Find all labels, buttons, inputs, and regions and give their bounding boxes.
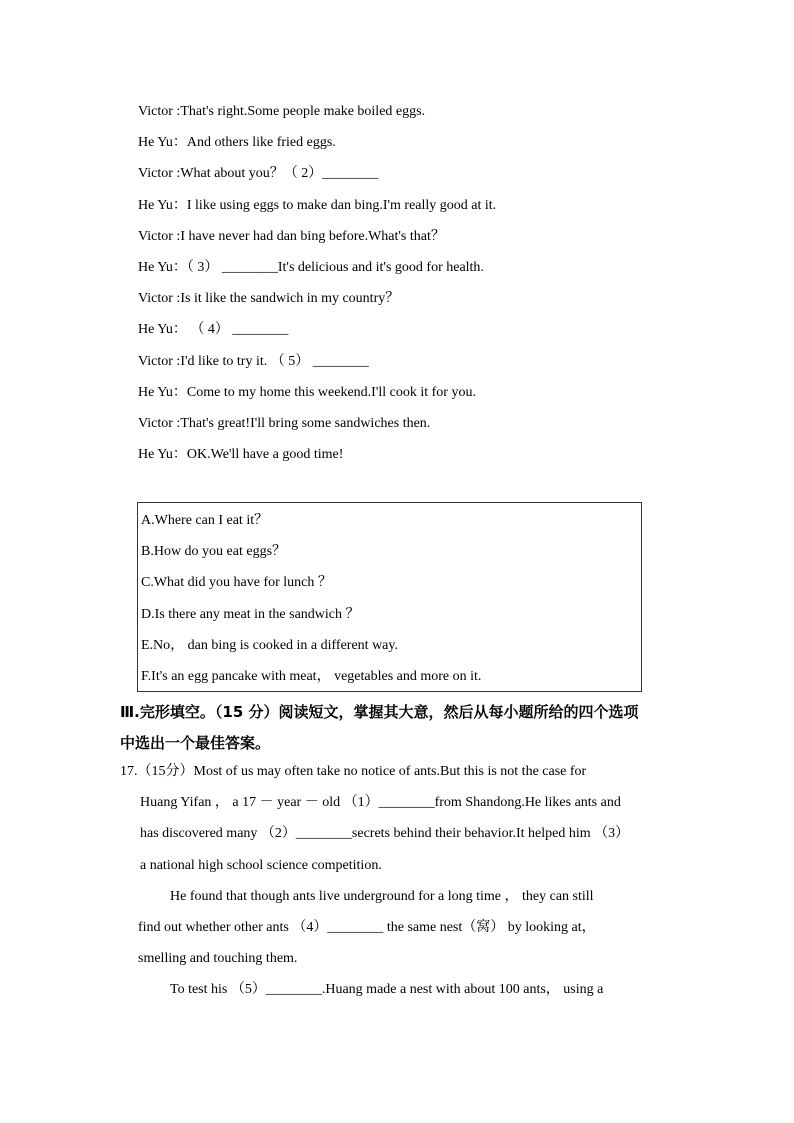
passage-line: has discovered many （2）________secrets behind their behavior.It helped him （3） [140, 826, 630, 842]
speaker: Victor : [138, 104, 181, 119]
speaker: Victor : [138, 166, 181, 182]
speaker: He Yu： [138, 322, 187, 338]
line-text: OK.We'll have a good time! [186, 447, 344, 463]
options-box [137, 502, 642, 692]
option-b: B.How do you eat eggs？ [141, 544, 287, 560]
line-text: That's right.Some people make boiled eggs. [180, 104, 426, 119]
dialogue-line [138, 256, 698, 287]
line-text: And others like fried eggs. [186, 135, 336, 151]
speaker: He Yu： [138, 197, 187, 213]
line-text: That's great!I'll bring some sandwiches then. [180, 415, 431, 431]
dialogue-line [138, 443, 698, 474]
speaker: He Yu： [138, 135, 187, 151]
speaker: Victor : [138, 291, 181, 307]
speaker: Victor : [138, 228, 181, 244]
line-text: What about you？（ 2）________ [180, 166, 379, 182]
option-c: C.What did you have for lunch ？ [141, 575, 332, 591]
dialogue-line [138, 318, 698, 349]
line-text: I like using eggs to make dan bing.I'm really good at it. [186, 197, 497, 213]
speaker: He Yu： [138, 384, 187, 400]
dialogue-line [138, 225, 698, 256]
passage-line: a national high school science competition. [140, 857, 382, 873]
dialogue-line [138, 131, 698, 162]
question-17 [120, 758, 680, 1008]
dialogue [138, 100, 698, 474]
option-e: E.No， dan bing is cooked in a different way. [141, 637, 398, 653]
line-text: Come to my home this weekend.I'll cook it for you. [186, 384, 476, 400]
passage-line: 17.（15分）Most of us may often take no notice of ants.But this is not the case for [120, 764, 587, 779]
dialogue-line [138, 100, 698, 131]
speaker: Victor : [138, 415, 181, 431]
line-text: （ 4） ________ [186, 322, 289, 338]
dialogue-line [138, 194, 698, 225]
option-d: D.Is there any meat in the sandwich ？ [141, 606, 360, 622]
speaker: He Yu： [138, 447, 187, 463]
speaker: Victor : [138, 353, 181, 369]
dialogue-line [138, 162, 698, 193]
speaker: He Yu： [138, 259, 187, 275]
section-heading-line: Ⅲ.完形填空。（15 分）阅读短文，掌握其大意，然后从每小题所给的四个选项 [120, 703, 639, 721]
dialogue-line [138, 287, 698, 318]
line-text: I have never had dan bing before.What's that？ [180, 228, 445, 244]
section-heading-line: 中选出一个最佳答案。 [120, 734, 271, 752]
dialogue-line [138, 381, 698, 412]
passage-line: Huang Yifan ， a 17 － year － old （1）________from Shandong.He likes ants and [140, 795, 621, 811]
passage-line: He found that though ants live underground for a long time ， they can still [170, 888, 594, 904]
passage-line: find out whether other ants （4）________ the same nest（窝） by looking at， [138, 919, 596, 935]
option-f: F.It's an egg pancake with meat， vegetables and more on it. [141, 668, 482, 684]
passage-line: smelling and touching them. [138, 951, 298, 967]
dialogue-line [138, 350, 698, 381]
line-text: Is it like the sandwich in my country？ [180, 291, 400, 307]
section-heading [120, 697, 690, 759]
passage-line: To test his （5）________.Huang made a nest with about 100 ants， using a [170, 982, 604, 998]
dialogue-line [138, 412, 698, 443]
option-a: A.Where can I eat it？ [141, 513, 269, 528]
line-text: I'd like to try it. （ 5） ________ [180, 353, 369, 369]
line-text: （ 3） ________It's delicious and it's good for health. [186, 259, 484, 275]
